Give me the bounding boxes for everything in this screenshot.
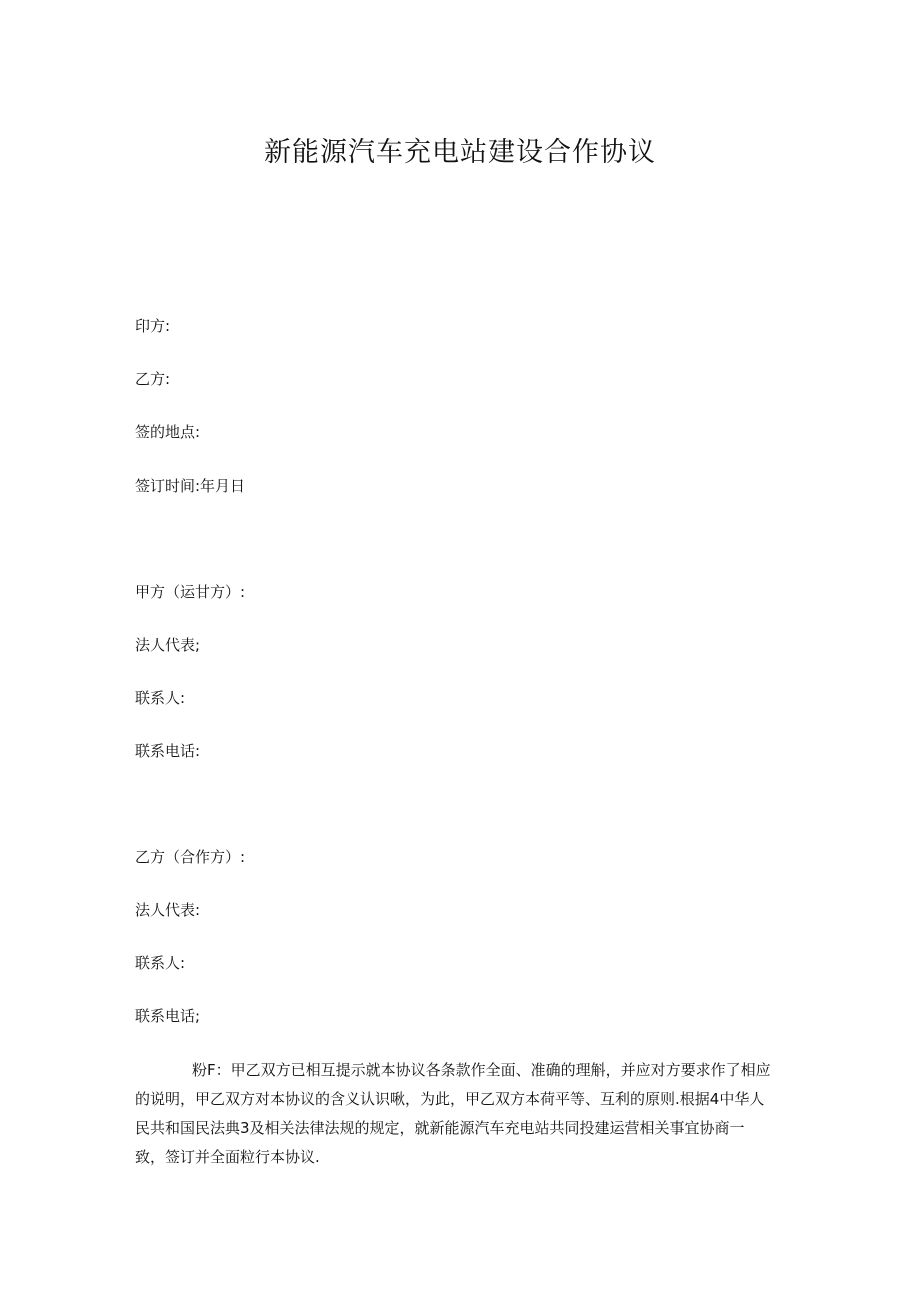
preamble-line: 的说明，甲乙双方对本协议的含义认识啾，为此，甲乙双方本荷平等、互利的原则.根据4中华人: [135, 1090, 765, 1108]
signing-date-field: 签订时间:年月日: [135, 477, 246, 495]
party-b-contact: 联系人:: [135, 954, 186, 972]
party-a-legal-rep: 法人代表;: [135, 636, 201, 654]
party-a-phone: 联系电话:: [135, 742, 201, 760]
preamble-paragraph: [135, 1056, 790, 1172]
party-a-contact: 联系人:: [135, 689, 186, 707]
party-b-phone: 联系电话;: [135, 1007, 201, 1025]
document-title: 新能源汽车充电站建设合作协议: [264, 137, 656, 168]
preamble-line: 致，签订并全面粒行本协议.: [135, 1148, 320, 1166]
preamble-line: 粉F：甲乙双方已相互提示就本协议各条款作全面、准确的理斛，并应对方要求作了相应: [192, 1061, 771, 1079]
party-b-heading: 乙方（合作方）:: [135, 848, 246, 866]
party-a-heading: 甲方（运甘方）:: [135, 583, 246, 601]
party-b-field: 乙方:: [135, 370, 171, 388]
party-a-field: 印方:: [135, 317, 171, 335]
signing-location-field: 签的地点:: [135, 423, 201, 441]
party-b-legal-rep: 法人代表:: [135, 901, 201, 919]
preamble-line: 民共和国民法典3及相关法律法规的规定，就新能源汽车充电站共同投建运营相关事宜协商一: [135, 1119, 745, 1137]
